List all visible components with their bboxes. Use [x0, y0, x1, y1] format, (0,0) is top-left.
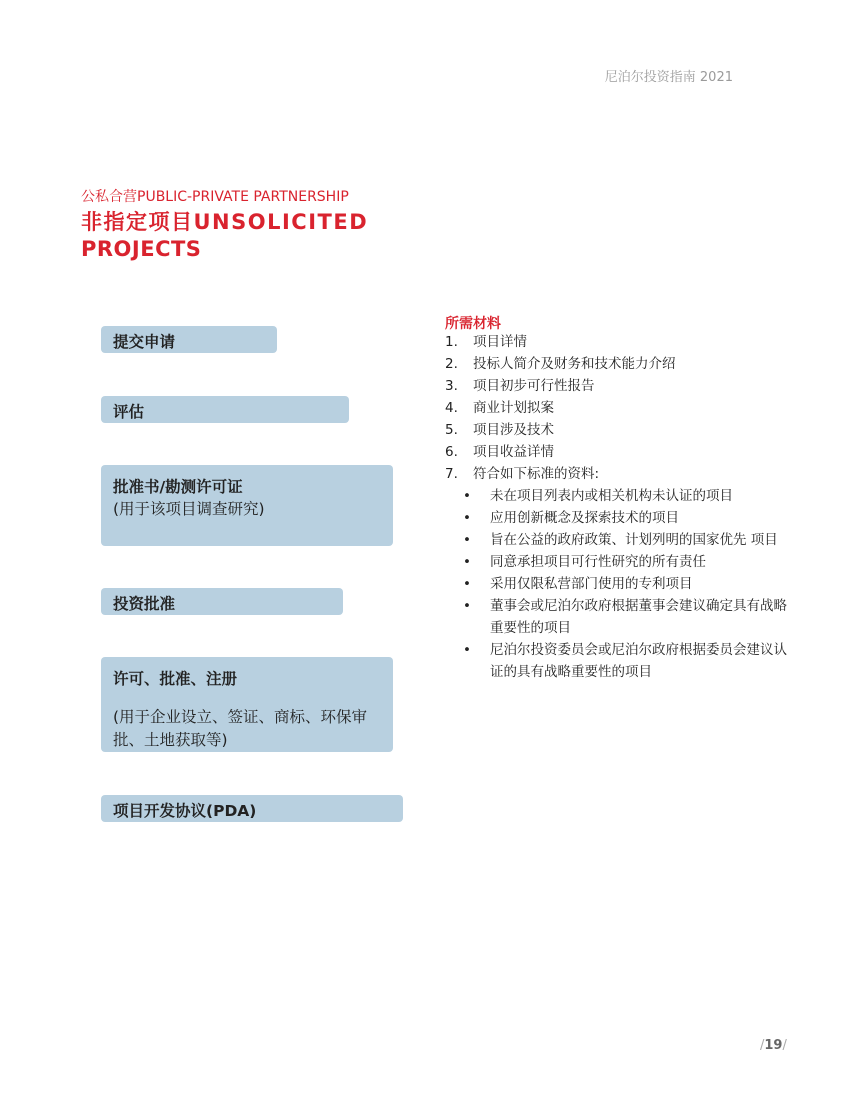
list-number: 4.	[445, 400, 458, 416]
bullet-icon: •	[463, 576, 471, 592]
list-number: 6.	[445, 444, 458, 460]
flow-step-note: (用于该项目调查研究)	[113, 500, 265, 518]
list-text: 项目详情	[473, 334, 527, 350]
title-line-2: PROJECTS	[81, 237, 202, 261]
list-text: 项目涉及技术	[473, 422, 554, 438]
bullet-icon: •	[463, 554, 471, 570]
bullet-icon: •	[463, 488, 471, 504]
list-text: 项目收益详情	[473, 444, 554, 460]
flow-step-note: (用于企业设立、签证、商标、环保审批、土地获取等)	[113, 708, 368, 749]
list-number: 3.	[445, 378, 458, 394]
list-number: 7.	[445, 466, 458, 482]
sub-list-text: 旨在公益的政府政策、计划列明的国家优先 项目	[490, 532, 778, 548]
page-title	[81, 209, 441, 263]
sub-list-text: 未在项目列表内或相关机构未认证的项目	[490, 488, 733, 504]
flow-step-label: 提交申请	[113, 333, 176, 351]
flow-step-label: 投资批准	[113, 595, 176, 613]
list-item	[445, 331, 790, 353]
materials-list	[445, 331, 790, 683]
sub-list-item	[445, 507, 790, 529]
bullet-icon: •	[463, 598, 471, 614]
list-item	[445, 353, 790, 375]
sub-list-text: 尼泊尔投资委员会或尼泊尔政府根据委员会建议认证的具有战略重要性的项目	[490, 642, 787, 680]
bullet-icon: •	[463, 642, 471, 658]
list-number: 5.	[445, 422, 458, 438]
list-item	[445, 397, 790, 419]
list-item	[445, 463, 790, 485]
flow-step-submit-application	[101, 326, 277, 353]
list-text: 投标人简介及财务和技术能力介绍	[473, 356, 676, 372]
flow-step-label: 项目开发协议(PDA)	[113, 802, 257, 820]
flow-step-label: 评估	[113, 403, 145, 421]
list-item	[445, 419, 790, 441]
divider-right: /	[782, 1038, 787, 1053]
flow-step-project-development-agreement	[101, 795, 403, 822]
divider-left: /	[760, 1038, 765, 1053]
sub-list-item	[445, 573, 790, 595]
sub-list-text: 应用创新概念及探索技术的项目	[490, 510, 679, 526]
running-header: 尼泊尔投资指南 2021	[604, 70, 733, 85]
page-number	[760, 1038, 787, 1053]
bullet-icon: •	[463, 510, 471, 526]
sub-list-item	[445, 485, 790, 507]
sub-list-text: 董事会或尼泊尔政府根据董事会建议确定具有战略重要性的项目	[490, 598, 787, 636]
materials-heading: 所需材料	[445, 316, 501, 332]
bullet-icon: •	[463, 532, 471, 548]
list-number: 1.	[445, 334, 458, 350]
page-number-value: 19	[764, 1038, 783, 1053]
sub-list-item	[445, 595, 790, 639]
flow-step-survey-license	[101, 465, 393, 546]
list-text: 商业计划拟案	[473, 400, 554, 416]
list-text: 项目初步可行性报告	[473, 378, 595, 394]
list-text: 符合如下标准的资料:	[473, 466, 600, 482]
list-item	[445, 441, 790, 463]
flow-step-permits-registration	[101, 657, 393, 752]
sub-list-item	[445, 529, 790, 551]
flow-step-investment-approval	[101, 588, 343, 615]
sub-list-item	[445, 551, 790, 573]
list-item	[445, 375, 790, 397]
sub-list-text: 采用仅限私营部门使用的专利项目	[490, 576, 693, 592]
flow-step-label: 批准书/勘测许可证	[113, 478, 243, 496]
flow-step-label: 许可、批准、注册	[113, 670, 238, 688]
sub-list-item	[445, 639, 790, 683]
list-number: 2.	[445, 356, 458, 372]
section-subtitle: 公私合营PUBLIC-PRIVATE PARTNERSHIP	[81, 189, 349, 205]
sub-list-text: 同意承担项目可行性研究的所有责任	[490, 554, 706, 570]
title-line-1: 非指定项目UNSOLICITED	[81, 210, 369, 234]
flow-step-evaluation	[101, 396, 349, 423]
